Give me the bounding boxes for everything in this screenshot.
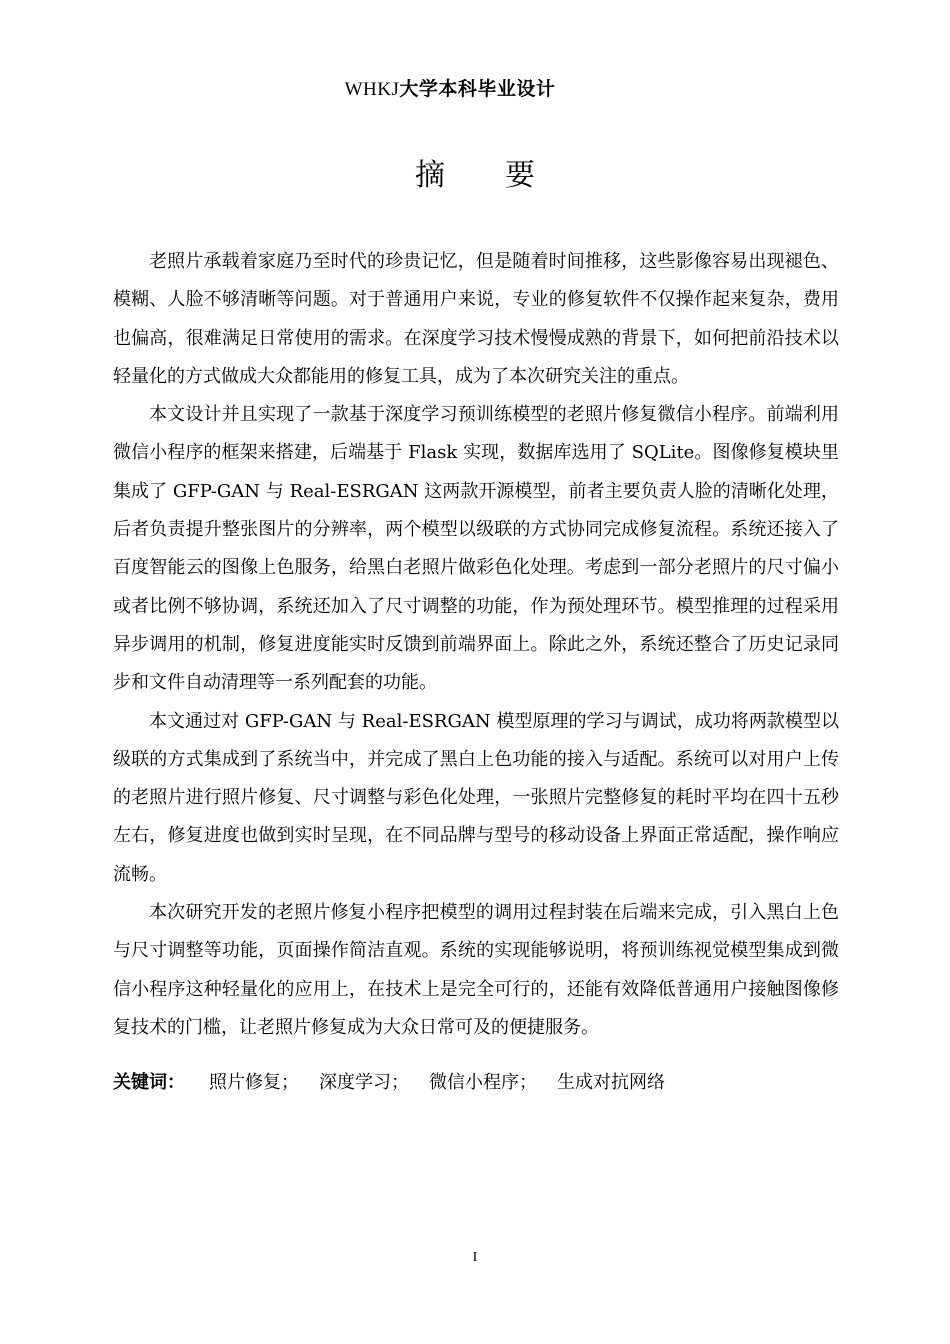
page-number: I xyxy=(472,1250,478,1265)
keyword-item: 照片修复 xyxy=(209,1072,281,1093)
page-title: 摘要 xyxy=(415,158,595,193)
keyword-separator: ； xyxy=(519,1072,537,1093)
keyword-item: 微信小程序 xyxy=(429,1072,519,1093)
abstract-paragraph-4: 本次研究开发的老照片修复小程序把模型的调用过程封装在后端来完成，引入黑白上色与尺寸调整等功能，页面操作简洁直观。系统的实现能够说明，将预训练视觉模型集成到微信小程序这种轻量化的应用上，在技术上是完全可行的，还能有效降低普通用户接触图像修复技术的门槛，让老照片修复成为大众日常可及的便捷服务。 xyxy=(113,902,839,1038)
keywords-line xyxy=(113,1068,839,1098)
running-header-latin: WHKJ xyxy=(344,79,400,100)
abstract-paragraph-2: 本文设计并且实现了一款基于深度学习预训练模型的老照片修复微信小程序。前端利用微信小程序的框架来搭建，后端基于 Flask 实现，数据库选用了 SQLite。图像修复模块里集成了 GFP-GAN 与 Real-ESRGAN 这两款开源模型，前者主要负责人脸的清晰化处理，后者负责提升整张图片的分辨率，两个模型以级联的方式协同完成修复流程。系统还接入了百度智能云的图像上色服务，给黑白老照片做彩色化处理。考虑到一部分老照片的尺寸偏小或者比例不够协调，系统还加入了尺寸调整的功能，作为预处理环节。模型推理的过程采用异步调用的机制，修复进度能实时反馈到前端界面上。除此之外，系统还整合了历史记录同步和文件自动清理等一系列配套的功能。 xyxy=(113,404,839,694)
keyword-separator: ； xyxy=(281,1072,299,1093)
abstract-paragraph-1: 老照片承载着家庭乃至时代的珍贵记忆，但是随着时间推移，这些影像容易出现褪色、模糊、人脸不够清晰等问题。对于普通用户来说，专业的修复软件不仅操作起来复杂，费用也偏高，很难满足日常使用的需求。在深度学习技术慢慢成熟的背景下，如何把前沿技术以轻量化的方式做成大众都能用的修复工具，成为了本次研究关注的重点。 xyxy=(113,251,839,387)
abstract-paragraph-3: 本文通过对 GFP-GAN 与 Real-ESRGAN 模型原理的学习与调试，成功将两款模型以级联的方式集成到了系统当中，并完成了黑白上色功能的接入与适配。系统可以对用户上传的老照片进行照片修复、尺寸调整与彩色化处理，一张照片完整修复的耗时平均在四十五秒左右，修复进度也做到实时呈现，在不同品牌与型号的移动设备上界面正常适配，操作响应流畅。 xyxy=(113,710,839,885)
keyword-item: 生成对抗网络 xyxy=(557,1072,665,1093)
keyword-item: 深度学习 xyxy=(319,1072,391,1093)
keyword-separator: ； xyxy=(391,1072,409,1093)
running-header-cjk: 大学本科毕业设计 xyxy=(399,78,556,100)
running-header xyxy=(0,74,900,101)
abstract-body xyxy=(113,243,839,1047)
keywords-label: 关键词： xyxy=(113,1072,185,1093)
